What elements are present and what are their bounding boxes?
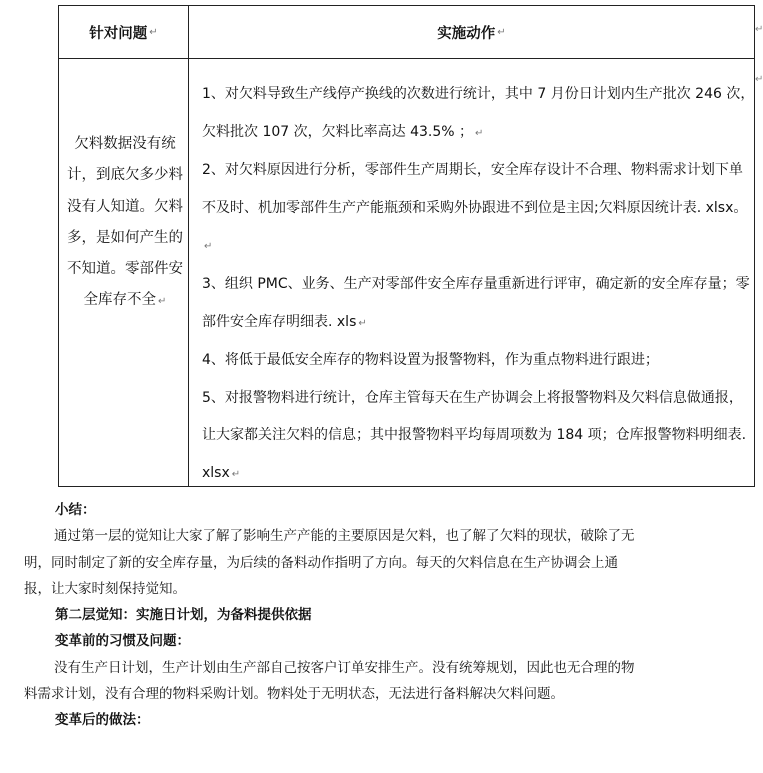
row-end-mark-icon: ↵ (755, 24, 763, 35)
action-item-2: 2、对欠料原因进行分析，零部件生产周期长，安全库存设计不合理、物料需求计划下单不及时、机加零部件生产产能瓶颈和采购外协跟进不到位是主因;欠料原因统计表. xlsx。 (202, 162, 748, 216)
action-item-3: 3、组织 PMC、业务、生产对零部件安全库存量重新进行评审，确定新的安全库存量；零部件安全库存明细表. xls (202, 275, 750, 330)
header-problem-text: 针对问题 (89, 25, 148, 42)
before-title: 变革前的习惯及问题： (55, 633, 190, 650)
table-column-divider (188, 6, 189, 486)
action-item-1: 1、对欠料导致生产线停产换线的次数进行统计，其中 7 月份日计划内生产批次 246 次，欠料批次 107 次，欠料比率高达 43.5% ； (202, 86, 755, 140)
paragraph-mark-icon: ↵ (358, 317, 367, 329)
paragraph-mark-icon: ↵ (475, 127, 484, 139)
action-item-5: 5、对报警物料进行统计，仓库主管每天在生产协调会上将报警物料及欠料信息做通报，让大家都关注欠料的信息；其中报警物料平均每周项数为 184 项；仓库报警物料明细表. xlsx (202, 389, 747, 481)
problem-action-table (58, 5, 755, 487)
paragraph-mark-icon: ↵ (158, 296, 167, 308)
table-header-problem (59, 6, 188, 58)
paragraph-mark-icon: ↵ (204, 241, 213, 253)
table-header-action (189, 6, 754, 58)
after-title: 变革后的做法： (55, 712, 150, 729)
paragraph-mark-icon: ↵ (149, 26, 158, 38)
paragraph-mark-icon: ↵ (231, 468, 241, 480)
section2-title: 第二层觉知：实施日计划，为备料提供依据 (55, 607, 312, 624)
table-header-divider (59, 58, 754, 59)
action-cell (202, 76, 755, 494)
problem-text: 欠料数据没有统计，到底欠多少料没有人知道。欠料多，是如何产生的不知道。零部件安全库存不全 (67, 136, 183, 309)
before-paragraph: 没有生产日计划，生产计划由生产部自己按客户订单安排生产。没有统筹规划，因此也无合理的物料需求计划，没有合理的物料采购计划。物料处于无明状态，无法进行备料解决欠料问题。 (24, 659, 635, 703)
body-text (24, 497, 639, 734)
paragraph-mark-icon: ↵ (497, 26, 506, 38)
row-end-mark-icon: ↵ (755, 74, 763, 85)
header-action-text: 实施动作 (437, 25, 496, 42)
summary-title: 小结： (55, 502, 96, 518)
summary-paragraph: 通过第一层的觉知让大家了解了影响生产产能的主要原因是欠料，也了解了欠料的现状，破除了无明，同时制定了新的安全库存量，为后续的备料动作指明了方向。每天的欠料信息在生产协调会上通报，让大家时刻保持觉知。 (24, 528, 635, 597)
problem-cell (67, 129, 183, 318)
action-item-4: 4、将低于最低安全库存的物料设置为报警物料，作为重点物料进行跟进； (202, 352, 659, 369)
